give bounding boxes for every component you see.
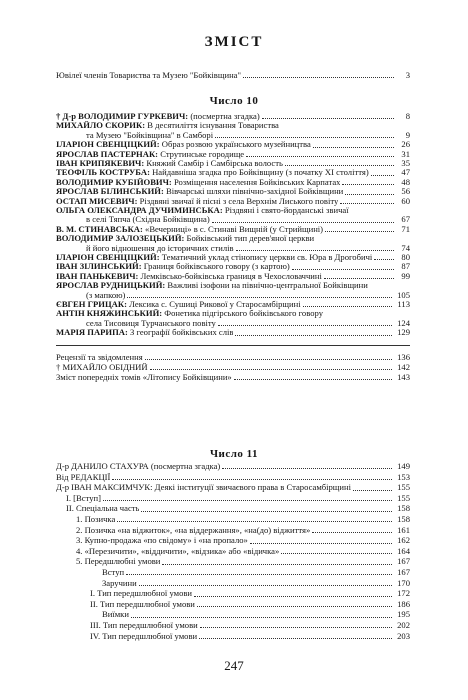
toc-entry-issue11[interactable] (102, 579, 410, 588)
toc-entry-page: 3 (405, 71, 410, 80)
toc-entry-issue10[interactable] (56, 262, 410, 271)
toc-entry-page: 142 (397, 363, 410, 372)
toc-entry-title: Границя бойківського говору (з картою) (141, 262, 290, 272)
toc-entry-author: ВОЛОДИМИР КУБІЙОВИЧ: (56, 177, 172, 187)
toc-entry-text (56, 178, 340, 187)
leader-dots (126, 574, 392, 575)
toc-entry-title-cont: й його відношення до історичних стилів (86, 243, 234, 253)
toc-entry-text: 2. Позичка «на віджиток», «на віддержання», «на(до) віджиття» (76, 525, 311, 535)
toc-entry-text (56, 159, 283, 168)
toc-entry-first-line (56, 234, 410, 243)
leader-dots (303, 306, 392, 307)
toc-entry-text: 5. Передшлюбні умови (76, 557, 161, 567)
toc-entry-title: Бойківський тип дерев'яної церкви (184, 234, 315, 244)
toc-entry-author: АНТІН КНЯЖИНСЬКИЙ: (56, 309, 163, 319)
toc-entry-page: 172 (397, 589, 410, 599)
page-number: 247 (224, 658, 244, 673)
toc-entry-issue11[interactable] (76, 557, 410, 566)
toc-entry-issue10[interactable] (56, 281, 410, 300)
toc-entry-page: 99 (401, 271, 410, 281)
leader-dots (312, 532, 392, 533)
toc-entry-page: 161 (397, 525, 410, 535)
toc-entry-text: ІІ. Тип передшлюбної умови (90, 599, 195, 609)
leader-dots (234, 379, 392, 380)
toc-entry-author: В. М. СТИНАВСЬКА: (56, 224, 143, 234)
toc-entry-issue11[interactable] (102, 568, 410, 577)
toc-entry-first-line (56, 281, 410, 290)
toc-entry-text (56, 140, 311, 149)
leader-dots (117, 521, 392, 522)
leader-dots (212, 222, 394, 223)
toc-entry-page: 153 (397, 472, 410, 482)
toc-entry-title-cont: села Тисовиця Турчанського повіту (86, 318, 216, 328)
toc-entry-text (56, 253, 372, 262)
toc-entry-issue11[interactable] (90, 621, 410, 630)
leader-dots (197, 606, 392, 607)
toc-entry-page: 202 (397, 621, 410, 630)
toc-entry-title: Важливі ізофони на північно-центральної Бойківщини (165, 281, 368, 291)
toc-entry-text: Заручини (102, 578, 137, 588)
toc-entry-issue10[interactable] (56, 159, 410, 168)
leader-dots (127, 297, 392, 298)
toc-entry-page: 149 (397, 462, 410, 471)
leader-dots (281, 553, 392, 554)
leader-dots (250, 543, 392, 544)
toc-entry-issue11[interactable] (76, 547, 410, 556)
toc-entry-first-line (56, 121, 410, 130)
toc-entry-title: Тематичний уклад стінопису церкви св. Юра в Дрогобичі (159, 253, 373, 262)
toc-entry-issue10[interactable] (56, 121, 410, 140)
toc-entry-page: 113 (397, 300, 410, 309)
toc-entry-page: 47 (401, 168, 410, 178)
toc-entry-text (56, 262, 290, 271)
toc-entry-title: «Вечерниці» в с. Стинаві Вищній (у Стрийщині) (142, 224, 324, 234)
toc-entry-title: (посмертна згадка) (188, 112, 260, 121)
toc-entry-text (56, 150, 244, 159)
toc-entry-issue10[interactable] (56, 328, 410, 337)
toc-entry-issue11[interactable] (76, 536, 410, 545)
toc-entry-title: Лемківсько-бойківська границя в Чехословаччині (138, 271, 322, 281)
toc-entry-page: 195 (397, 610, 410, 620)
leader-dots (112, 479, 392, 480)
leader-dots (215, 137, 394, 138)
toc-entry-issue10[interactable] (56, 140, 410, 149)
toc-entry-page: 67 (401, 214, 410, 225)
toc-entry-title: Розміщення населення Бойківських Карпатах (171, 177, 341, 187)
toc-entry-author: † Д-р ВОЛОДИМИР ГУРКЕВИЧ: (56, 112, 189, 121)
toc-entry-issue10[interactable] (56, 168, 410, 177)
toc-entry-page: 71 (401, 224, 410, 234)
toc-entry-author: ЯРОСЛАВ ПАСТЕРНАК: (56, 149, 159, 159)
toc-entry-text (56, 272, 322, 281)
leader-dots (313, 147, 394, 148)
toc-entry-page: 136 (397, 353, 410, 362)
issue-11-heading: Число 11 (209, 448, 259, 460)
toc-entry-title: Різдвяні звичаї й пісні з села Верхнім Лиського повіту (137, 196, 339, 206)
toc-entry-author: МАРІЯ ПАРИПА: (56, 328, 128, 338)
toc-entry-page: 105 (397, 289, 410, 300)
toc-entry-issue10-tail[interactable] (56, 373, 410, 382)
toc-entry-text (56, 225, 323, 234)
toc-entry-text (56, 197, 338, 206)
leader-dots (325, 231, 394, 232)
toc-entry-issue11[interactable] (102, 610, 410, 619)
toc-entry-page: 31 (401, 149, 410, 159)
toc-entry-issue11[interactable] (90, 589, 410, 598)
toc-entry-page: 143 (397, 373, 410, 382)
toc-entry-issue11[interactable] (56, 462, 410, 471)
toc-entry-author: ЯРОСЛАВ РУДНИЦЬКИЙ: (56, 281, 166, 291)
toc-entry-issue11[interactable] (56, 473, 410, 482)
leader-dots (145, 359, 392, 360)
leader-dots (139, 585, 392, 586)
toc-entry-page: 48 (401, 177, 410, 187)
toc-entry-text: Рецензії та звідомлення (56, 353, 143, 362)
toc-entry-text: ІІІ. Тип передшлюбної умови (90, 621, 198, 630)
toc-entry-page: 74 (401, 242, 410, 253)
toc-entry-issue11[interactable] (76, 515, 410, 524)
toc-entry-title: Найдавніша згадка про Бойківщину (з початку XI століття) (149, 168, 369, 178)
leader-dots (324, 278, 394, 279)
toc-entry-author: ЄВГЕН ГРИЦАК: (56, 300, 127, 309)
toc-entry-title: Вівчарські шляхи північно-західної Бойківщини (163, 187, 344, 197)
toc-entry-title: Фонетика підгірського бойківського говору (162, 309, 323, 319)
toc-entry-text: Від РЕДАКЦІЇ (56, 472, 111, 482)
toc-entry-text: Д-р ІВАН МАКСИМЧУК: Деякі інституції звичаєвого права в Старосамбірщині (56, 483, 352, 493)
toc-entry-title: Образ розвою українського музейництва (159, 140, 311, 150)
toc-entry-author: ІЛАРІОН СВЕНЦІЦКИЙ: (56, 253, 160, 262)
leader-dots (218, 325, 392, 326)
toc-entry-page: 162 (397, 536, 410, 546)
leader-dots (340, 203, 394, 204)
toc-entry-text: Вступ (102, 568, 125, 577)
toc-entry-issue10[interactable] (56, 300, 410, 309)
toc-entry-text: † МИХАЙЛО ОБІДНИЙ (56, 363, 148, 372)
toc-entry-author: ОЛЬГА ОЛЕКСАНДРА ДУЧИМИНСЬКА: (56, 206, 223, 215)
issue-10-heading: Число 10 (209, 95, 259, 107)
leader-dots (243, 77, 394, 78)
toc-entry-page: 9 (405, 129, 410, 140)
toc-entry-issue11[interactable] (76, 526, 410, 535)
toc-entry-text: IV. Тип передшлюбної умови (90, 631, 198, 641)
toc-entry-text (56, 168, 369, 177)
leader-dots (222, 468, 392, 469)
toc-entry-issue10[interactable] (56, 206, 410, 225)
page-title: ЗМІСТ (204, 34, 264, 50)
toc-entry-issue10[interactable] (56, 187, 410, 196)
toc-entry-author: ІВАН ПАНЬКЕВИЧ: (56, 271, 139, 281)
toc-entry-page: 186 (397, 599, 410, 609)
toc-entry-issue11[interactable] (56, 483, 410, 492)
leader-dots (353, 490, 392, 491)
toc-entry-text: Зміст попередніх томів «Літопису Бойківщини» (56, 373, 232, 382)
toc-entry-text: Виїмки (102, 610, 129, 620)
leader-dots (200, 627, 392, 628)
leader-dots (103, 500, 392, 501)
toc-entry-issue10[interactable] (56, 253, 410, 262)
leader-dots (236, 250, 394, 251)
toc-entry-page: 170 (397, 578, 410, 588)
toc-entry-page: 124 (397, 317, 410, 328)
toc-entry-author: МИХАЙЛО СКОРИК: (56, 121, 146, 131)
toc-entry-text (56, 187, 343, 196)
toc-entry-issue11[interactable] (66, 504, 410, 513)
leader-dots (141, 511, 392, 512)
toc-entry-page: 87 (401, 262, 410, 272)
toc-entry-author: ЯРОСЛАВ БІЛИНСЬКИЙ: (56, 187, 164, 197)
toc-entry-text: І. Тип передшлюбної умови (90, 589, 193, 599)
toc-entry-issue11[interactable] (90, 632, 410, 641)
leader-dots (162, 564, 392, 565)
toc-entry-issue11[interactable] (90, 600, 410, 609)
divider (56, 345, 410, 346)
toc-entry-title: Княжий Самбір і Самбірська волость (144, 159, 283, 168)
toc-entry-author: ОСТАП МИСЕВИЧ: (56, 196, 138, 206)
toc-entry-issue10[interactable] (56, 234, 410, 253)
toc-entry-text: 4. «Перезичити», «віддичити», «відзика» або «відичка» (76, 546, 280, 556)
toc-entry-text (56, 328, 233, 337)
leader-dots (150, 369, 392, 370)
leader-dots (374, 259, 394, 260)
toc-entry-issue10[interactable] (56, 309, 410, 328)
toc-entry-text (56, 112, 260, 121)
leader-dots (262, 118, 394, 119)
toc-entry-text (56, 300, 301, 309)
toc-entry-page: 35 (401, 159, 410, 168)
toc-entry-page: 129 (397, 328, 410, 338)
toc-entry-text: ІІ. Спеціальна часть (66, 504, 140, 514)
toc-entry-issue10[interactable] (56, 178, 410, 187)
leader-dots (342, 184, 394, 185)
leader-dots (292, 269, 394, 270)
toc-entry-page: 80 (401, 253, 410, 262)
toc-entry-page: 203 (397, 631, 410, 641)
toc-entry-issue10[interactable] (56, 225, 410, 234)
toc-entry-page: 155 (397, 483, 410, 493)
toc-entry-page: 164 (397, 546, 410, 556)
toc-entry-title-cont: в селі Тяпча (Східна Бойківщина) (86, 215, 210, 225)
toc-entry-author: ТЕОФІЛЬ КОСТРУБА: (56, 168, 150, 178)
toc-entry-title: Лексика с. Сушиці Рикової у Старосамбірщині (126, 300, 301, 309)
leader-dots (285, 165, 394, 166)
toc-entry-author: ВОЛОДИМИР ЗАЛОЗЕЦЬКИЙ: (56, 234, 185, 244)
toc-entry-jubilees[interactable] (56, 71, 410, 80)
toc-entry-title-cont: та Музею "Бойківщина" в Самборі (86, 130, 214, 140)
leader-dots (246, 156, 394, 157)
leader-dots (131, 617, 392, 618)
toc-entry-page: 56 (401, 187, 410, 197)
leader-dots (371, 175, 394, 176)
toc-entry-first-line (56, 206, 410, 215)
toc-entry-page: 60 (401, 196, 410, 206)
toc-entry-text: Д-р ДАНИЛО СТАХУРА (посмертна згадка) (56, 462, 221, 471)
toc-entry-title: В десятиліття існування Товариства (145, 121, 279, 131)
toc-entry-page: 155 (397, 493, 410, 503)
toc-entry-title: З географії бойківських слів (127, 328, 234, 338)
toc-entry-first-line (56, 309, 410, 318)
toc-entry-issue10-tail[interactable] (56, 353, 410, 362)
leader-dots (199, 638, 392, 639)
leader-dots (345, 194, 394, 195)
toc-entry-page: 167 (397, 557, 410, 567)
toc-entry-issue10[interactable] (56, 112, 410, 121)
toc-entry-text: 1. Позичка (76, 515, 116, 524)
toc-entry-page: 158 (397, 515, 410, 524)
toc-entry-title: Різдвяні і свято-йорданські звичаї (222, 206, 349, 215)
toc-entry-author: ІВАН ЗІЛИНСЬКИЙ: (56, 262, 142, 272)
toc-entry-page: 158 (397, 504, 410, 514)
toc-entry-author: ІЛАРІОН СВЕНЦІЦКИЙ: (56, 140, 160, 150)
toc-entry-text: 3. Купно-продажа «по свідому» і «на пропало» (76, 536, 248, 546)
toc-entry-text: І. [Вступ] (66, 493, 101, 503)
leader-dots (194, 596, 392, 597)
toc-entry-text: Ювілеї членів Товариства та Музею "Бойківщина" (56, 71, 241, 80)
toc-entry-page: 167 (397, 568, 410, 577)
toc-entry-issue10[interactable] (56, 197, 410, 206)
toc-entry-page: 8 (405, 112, 410, 121)
toc-entry-author: ІВАН КРИПЯКЕВИЧ: (56, 159, 145, 168)
toc-entry-title: Струтинське городище (158, 149, 245, 159)
toc-entry-issue11[interactable] (66, 494, 410, 503)
toc-entry-issue10[interactable] (56, 150, 410, 159)
toc-entry-title-cont: (з мапкою) (86, 290, 126, 300)
leader-dots (235, 335, 392, 336)
toc-entry-page: 26 (401, 140, 410, 150)
toc-entry-issue10-tail[interactable] (56, 363, 410, 372)
toc-entry-issue10[interactable] (56, 272, 410, 281)
